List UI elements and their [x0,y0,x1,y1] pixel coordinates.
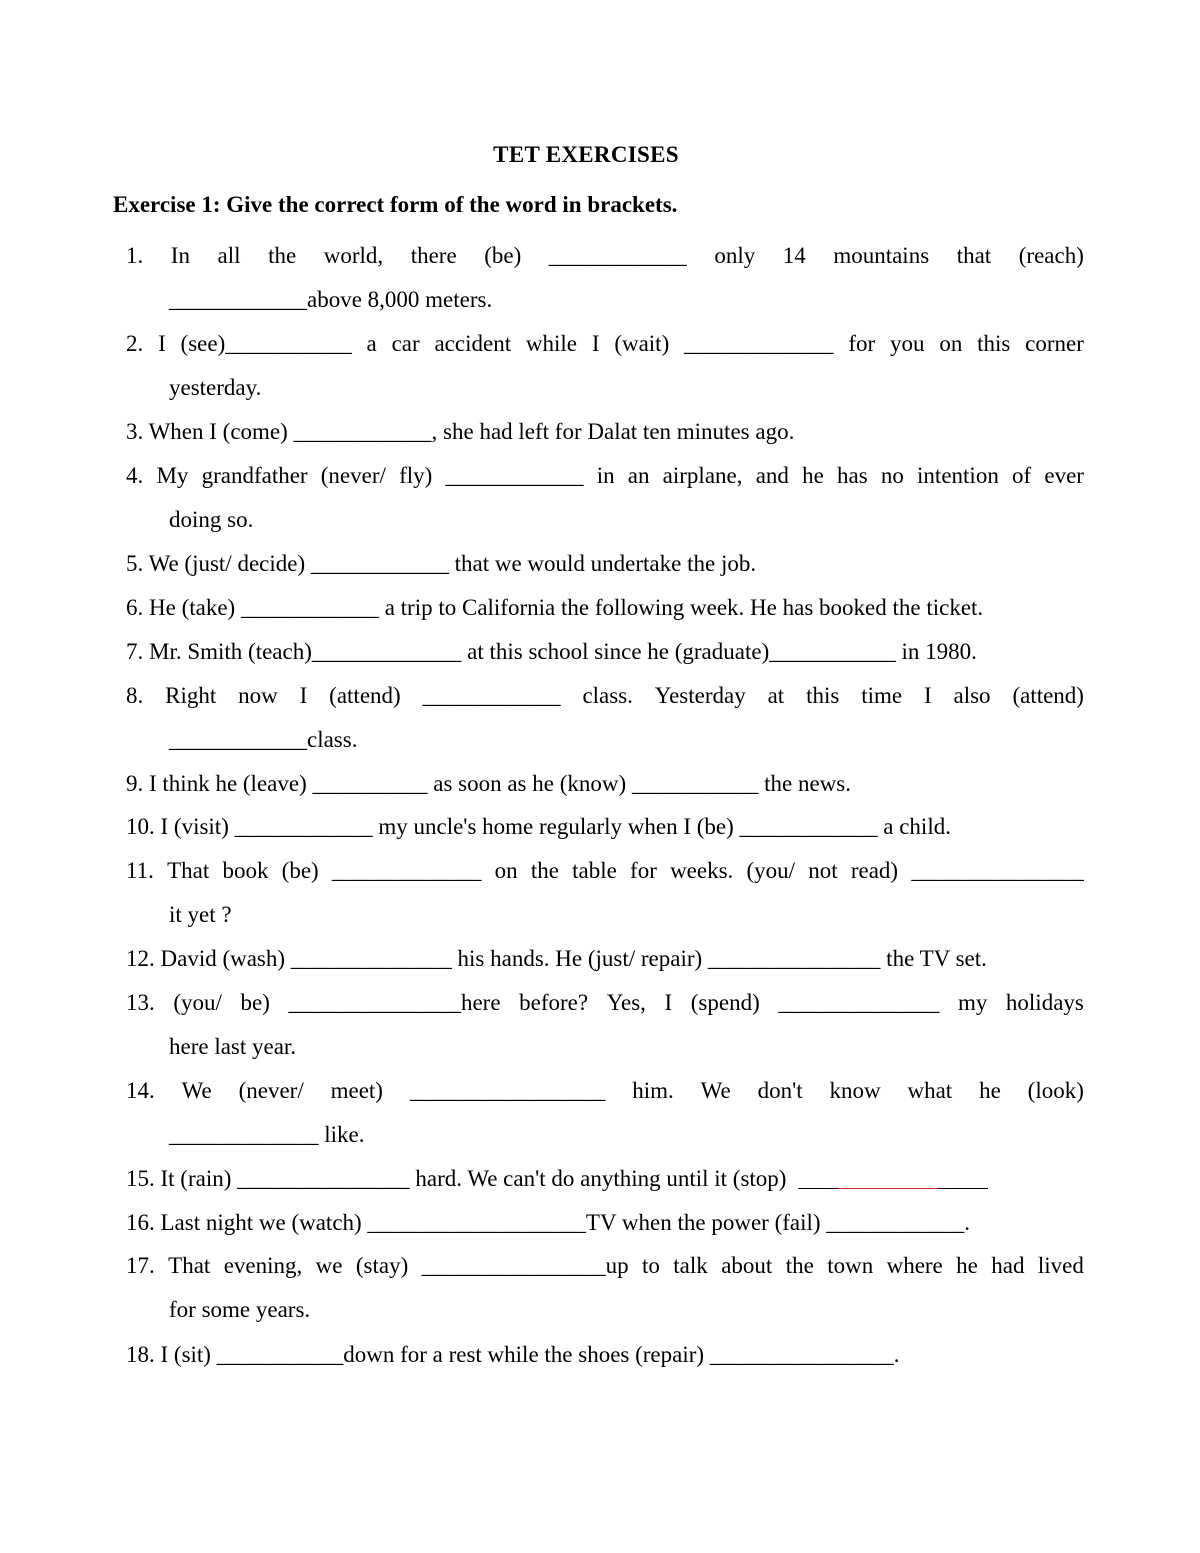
word: grandfather [201,463,308,488]
word: 4. [126,463,144,488]
word: has [837,463,868,488]
word: of [1012,463,1032,488]
word: what [907,1078,953,1103]
word: all [217,243,241,268]
word: for [630,858,657,883]
word: and [755,463,789,488]
word: corner [1025,331,1084,356]
word: on [939,331,963,356]
word: I [923,683,932,708]
word: before? [519,990,589,1015]
word: Yes, [606,990,646,1015]
word: (stay) [355,1253,409,1278]
word: 17. [126,1253,155,1278]
word: this [977,331,1011,356]
question-15 [126,1164,988,1194]
word: a [366,331,377,356]
word: had [991,1253,1025,1278]
question-8-line-1 [126,681,1084,711]
word: class. [582,683,633,708]
word: holidays [1005,990,1084,1015]
word: there [410,243,457,268]
word: (be) [484,243,522,268]
word: 1. [126,243,144,268]
word: That [167,858,210,883]
word: Yesterday [654,683,746,708]
word: ____________ [445,463,584,488]
word: That [168,1253,211,1278]
word: you [890,331,925,356]
word: mountains [833,243,930,268]
word: time [861,683,903,708]
word: he [979,1078,1001,1103]
word: talk [673,1253,708,1278]
question-14-line-1 [126,1076,1084,1106]
word: (wait) [614,331,670,356]
question-2-line-2: yesterday. [169,375,262,400]
word: (never/ [320,463,386,488]
word: My [156,463,189,488]
word: about [721,1253,773,1278]
word: I [591,331,600,356]
question-18: 18. I (sit) ___________down for a rest while the shoes (repair) ________________. [126,1342,900,1367]
word: intention [917,463,999,488]
word: also [953,683,991,708]
word: table [572,858,617,883]
word: (look) [1027,1078,1084,1103]
word: my [957,990,988,1015]
question-4-line-2: doing so. [169,507,254,532]
question-11-line-2: it yet ? [169,902,232,927]
word: this [806,683,840,708]
word: not [808,858,838,883]
word: 8. [126,683,144,708]
question-6: 6. He (take) ____________ a trip to California the following week. He has booked the ticket. [126,595,984,620]
word: that [956,243,992,268]
word: _________________ [409,1078,606,1103]
question-3: 3. When I (come) ____________, she had left for Dalat ten minutes ago. [126,419,795,444]
word: don't [757,1078,803,1103]
word: 11. [126,858,154,883]
answer-blank-highlighted [798,1188,988,1190]
word: ever [1044,463,1084,488]
word: I [664,990,673,1015]
word: where [886,1253,943,1278]
page-title: TET EXERCISES [493,142,679,167]
word: _____________ [684,331,834,356]
word: 2. [126,331,144,356]
word: know [829,1078,881,1103]
question-1-line-2: ____________above 8,000 meters. [169,287,493,312]
word: be) [240,990,270,1015]
word: (spend) [690,990,760,1015]
word: the [785,1253,814,1278]
word: read) [850,858,899,883]
word: airplane, [662,463,743,488]
word: while [525,331,578,356]
word: In [170,243,190,268]
word: he [956,1253,978,1278]
word: Right [165,683,217,708]
word: only [714,243,756,268]
word: I [299,683,308,708]
word: 14. [126,1078,155,1103]
question-13-line-2: here last year. [169,1034,297,1059]
word: (see)___________ [180,331,352,356]
question-10: 10. I (visit) ____________ my uncle's home regularly when I (be) ____________ a child. [126,814,951,839]
word: lived [1037,1253,1084,1278]
word: for [848,331,876,356]
question-2-line-1 [126,329,1084,359]
question-7: 7. Mr. Smith (teach)_____________ at this school since he (graduate)___________ in 1980. [126,639,977,664]
word: in [596,463,615,488]
word: (attend) [1012,683,1084,708]
word: car [391,331,420,356]
word: at [767,683,785,708]
word: (reach) [1018,243,1084,268]
word: ______________ [778,990,940,1015]
exercise-heading: Exercise 1: Give the correct form of the word in brackets. [113,192,678,217]
word: world, [323,243,384,268]
word: accident [434,331,512,356]
word: now [238,683,278,708]
word: we [315,1253,343,1278]
question-12: 12. David (wash) ______________ his hands. He (just/ repair) _______________ the TV set. [126,946,987,971]
question-17-line-2: for some years. [169,1297,311,1322]
question-11-line-1 [126,856,1084,886]
word: 13. [126,990,155,1015]
word: (be) [281,858,319,883]
question-14-line-2: _____________ like. [169,1122,365,1147]
word: evening, [223,1253,303,1278]
question-9: 9. I think he (leave) __________ as soon as he (know) ___________ the news. [126,771,852,796]
word: to [642,1253,660,1278]
word: the [530,858,559,883]
word: (never/ [238,1078,304,1103]
word: meet) [330,1078,383,1103]
word: _______________ [911,858,1084,883]
word: I [158,331,166,356]
word: the [268,243,297,268]
word: (you/ [173,990,222,1015]
question-4-line-1 [126,461,1084,491]
word: _____________ [331,858,482,883]
word: an [627,463,650,488]
word: on [494,858,518,883]
question-16: 16. Last night we (watch) ___________________TV when the power (fail) ____________. [126,1210,971,1235]
word: We [181,1078,212,1103]
question-1-line-1 [126,241,1084,271]
word: fly) [399,463,433,488]
word: him. [632,1078,674,1103]
word: ________________up [421,1253,629,1278]
word: _______________here [288,990,501,1015]
word: weeks. [670,858,734,883]
word: (attend) [329,683,401,708]
question-17-line-1 [126,1251,1084,1281]
word: (you/ [746,858,796,883]
word: he [802,463,824,488]
word: no [880,463,904,488]
word: ____________ [548,243,687,268]
question-13-line-1 [126,988,1084,1018]
word: ____________ [422,683,561,708]
word: book [222,858,269,883]
word: We [700,1078,731,1103]
word: 14 [782,243,806,268]
question-15-text: 15. It (rain) _______________ hard. We can't do anything until it (stop) [126,1166,787,1191]
word: town [827,1253,874,1278]
question-5: 5. We (just/ decide) ____________ that we would undertake the job. [126,551,757,576]
question-8-line-2: ____________class. [169,727,358,752]
